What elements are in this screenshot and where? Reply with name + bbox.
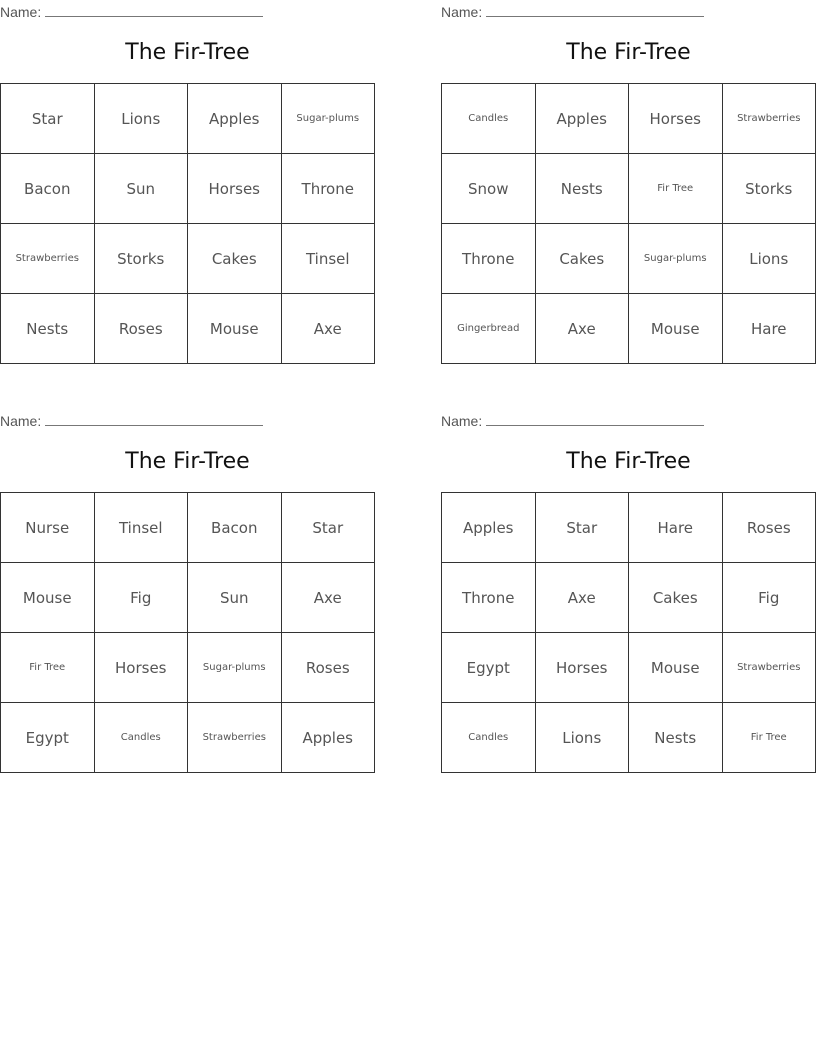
bingo-grid [441,83,816,364]
grid-cell: Sun [94,154,188,224]
grid-row [1,224,375,294]
grid-cell: Strawberries [1,224,95,294]
name-field [0,2,270,20]
bingo-grid [0,83,375,364]
grid-cell: Cakes [629,563,723,633]
name-label: Name: [441,413,483,429]
name-blank-line [486,411,704,426]
grid-cell: Strawberries [722,633,816,703]
grid-cell: Horses [535,633,629,703]
grid-cell: Snow [442,154,536,224]
grid-row [442,493,816,563]
grid-row [442,224,816,294]
grid-cell: Candles [94,703,188,773]
grid-cell: Axe [281,294,375,364]
grid-cell: Apples [535,84,629,154]
name-field [441,2,711,20]
bingo-card [0,0,375,364]
grid-cell: Bacon [188,493,282,563]
grid-cell: Apples [188,84,282,154]
grid-row [1,563,375,633]
name-label: Name: [0,4,42,20]
grid-cell: Nurse [1,493,95,563]
grid-cell: Nests [629,703,723,773]
grid-row [442,84,816,154]
grid-row [1,493,375,563]
grid-row [442,154,816,224]
grid-cell: Fir Tree [722,703,816,773]
name-blank-line [45,411,263,426]
name-label: Name: [441,4,483,20]
grid-row [1,84,375,154]
grid-cell: Fig [94,563,188,633]
grid-cell: Egypt [442,633,536,703]
bingo-card [441,409,816,773]
grid-cell: Apples [442,493,536,563]
grid-row [442,703,816,773]
grid-cell: Roses [94,294,188,364]
grid-cell: Strawberries [722,84,816,154]
grid-cell: Apples [281,703,375,773]
grid-cell: Axe [281,563,375,633]
grid-row [442,633,816,703]
bingo-grid [441,492,816,773]
grid-cell: Roses [722,493,816,563]
grid-cell: Horses [94,633,188,703]
grid-cell: Strawberries [188,703,282,773]
name-label: Name: [0,413,42,429]
grid-cell: Horses [188,154,282,224]
name-field [0,411,270,429]
grid-row [442,563,816,633]
grid-cell: Sun [188,563,282,633]
grid-cell: Throne [442,224,536,294]
grid-cell: Fir Tree [629,154,723,224]
grid-cell: Sugar-plums [629,224,723,294]
grid-cell: Mouse [629,633,723,703]
grid-row [1,154,375,224]
grid-cell: Throne [281,154,375,224]
card-title: The Fir-Tree [566,449,691,474]
grid-cell: Throne [442,563,536,633]
grid-cell: Lions [722,224,816,294]
grid-cell: Gingerbread [442,294,536,364]
card-title: The Fir-Tree [125,40,250,65]
name-blank-line [45,2,263,17]
grid-cell: Nests [1,294,95,364]
bingo-card [441,0,816,364]
grid-cell: Candles [442,84,536,154]
grid-cell: Bacon [1,154,95,224]
grid-cell: Mouse [188,294,282,364]
grid-cell: Tinsel [281,224,375,294]
grid-cell: Nests [535,154,629,224]
grid-row [442,294,816,364]
grid-cell: Star [281,493,375,563]
grid-row [1,294,375,364]
grid-cell: Cakes [188,224,282,294]
grid-cell: Axe [535,563,629,633]
grid-cell: Horses [629,84,723,154]
grid-cell: Cakes [535,224,629,294]
grid-cell: Roses [281,633,375,703]
grid-cell: Hare [722,294,816,364]
grid-cell: Lions [535,703,629,773]
grid-cell: Axe [535,294,629,364]
grid-cell: Fig [722,563,816,633]
grid-cell: Star [1,84,95,154]
grid-row [1,703,375,773]
grid-cell: Sugar-plums [188,633,282,703]
grid-cell: Hare [629,493,723,563]
card-title: The Fir-Tree [566,40,691,65]
grid-cell: Mouse [629,294,723,364]
grid-cell: Storks [722,154,816,224]
grid-cell: Fir Tree [1,633,95,703]
grid-cell: Sugar-plums [281,84,375,154]
grid-cell: Mouse [1,563,95,633]
card-title: The Fir-Tree [125,449,250,474]
grid-cell: Star [535,493,629,563]
grid-cell: Lions [94,84,188,154]
name-blank-line [486,2,704,17]
grid-cell: Tinsel [94,493,188,563]
name-field [441,411,711,429]
bingo-grid [0,492,375,773]
grid-row [1,633,375,703]
grid-cell: Candles [442,703,536,773]
bingo-card [0,409,375,773]
grid-cell: Egypt [1,703,95,773]
grid-cell: Storks [94,224,188,294]
